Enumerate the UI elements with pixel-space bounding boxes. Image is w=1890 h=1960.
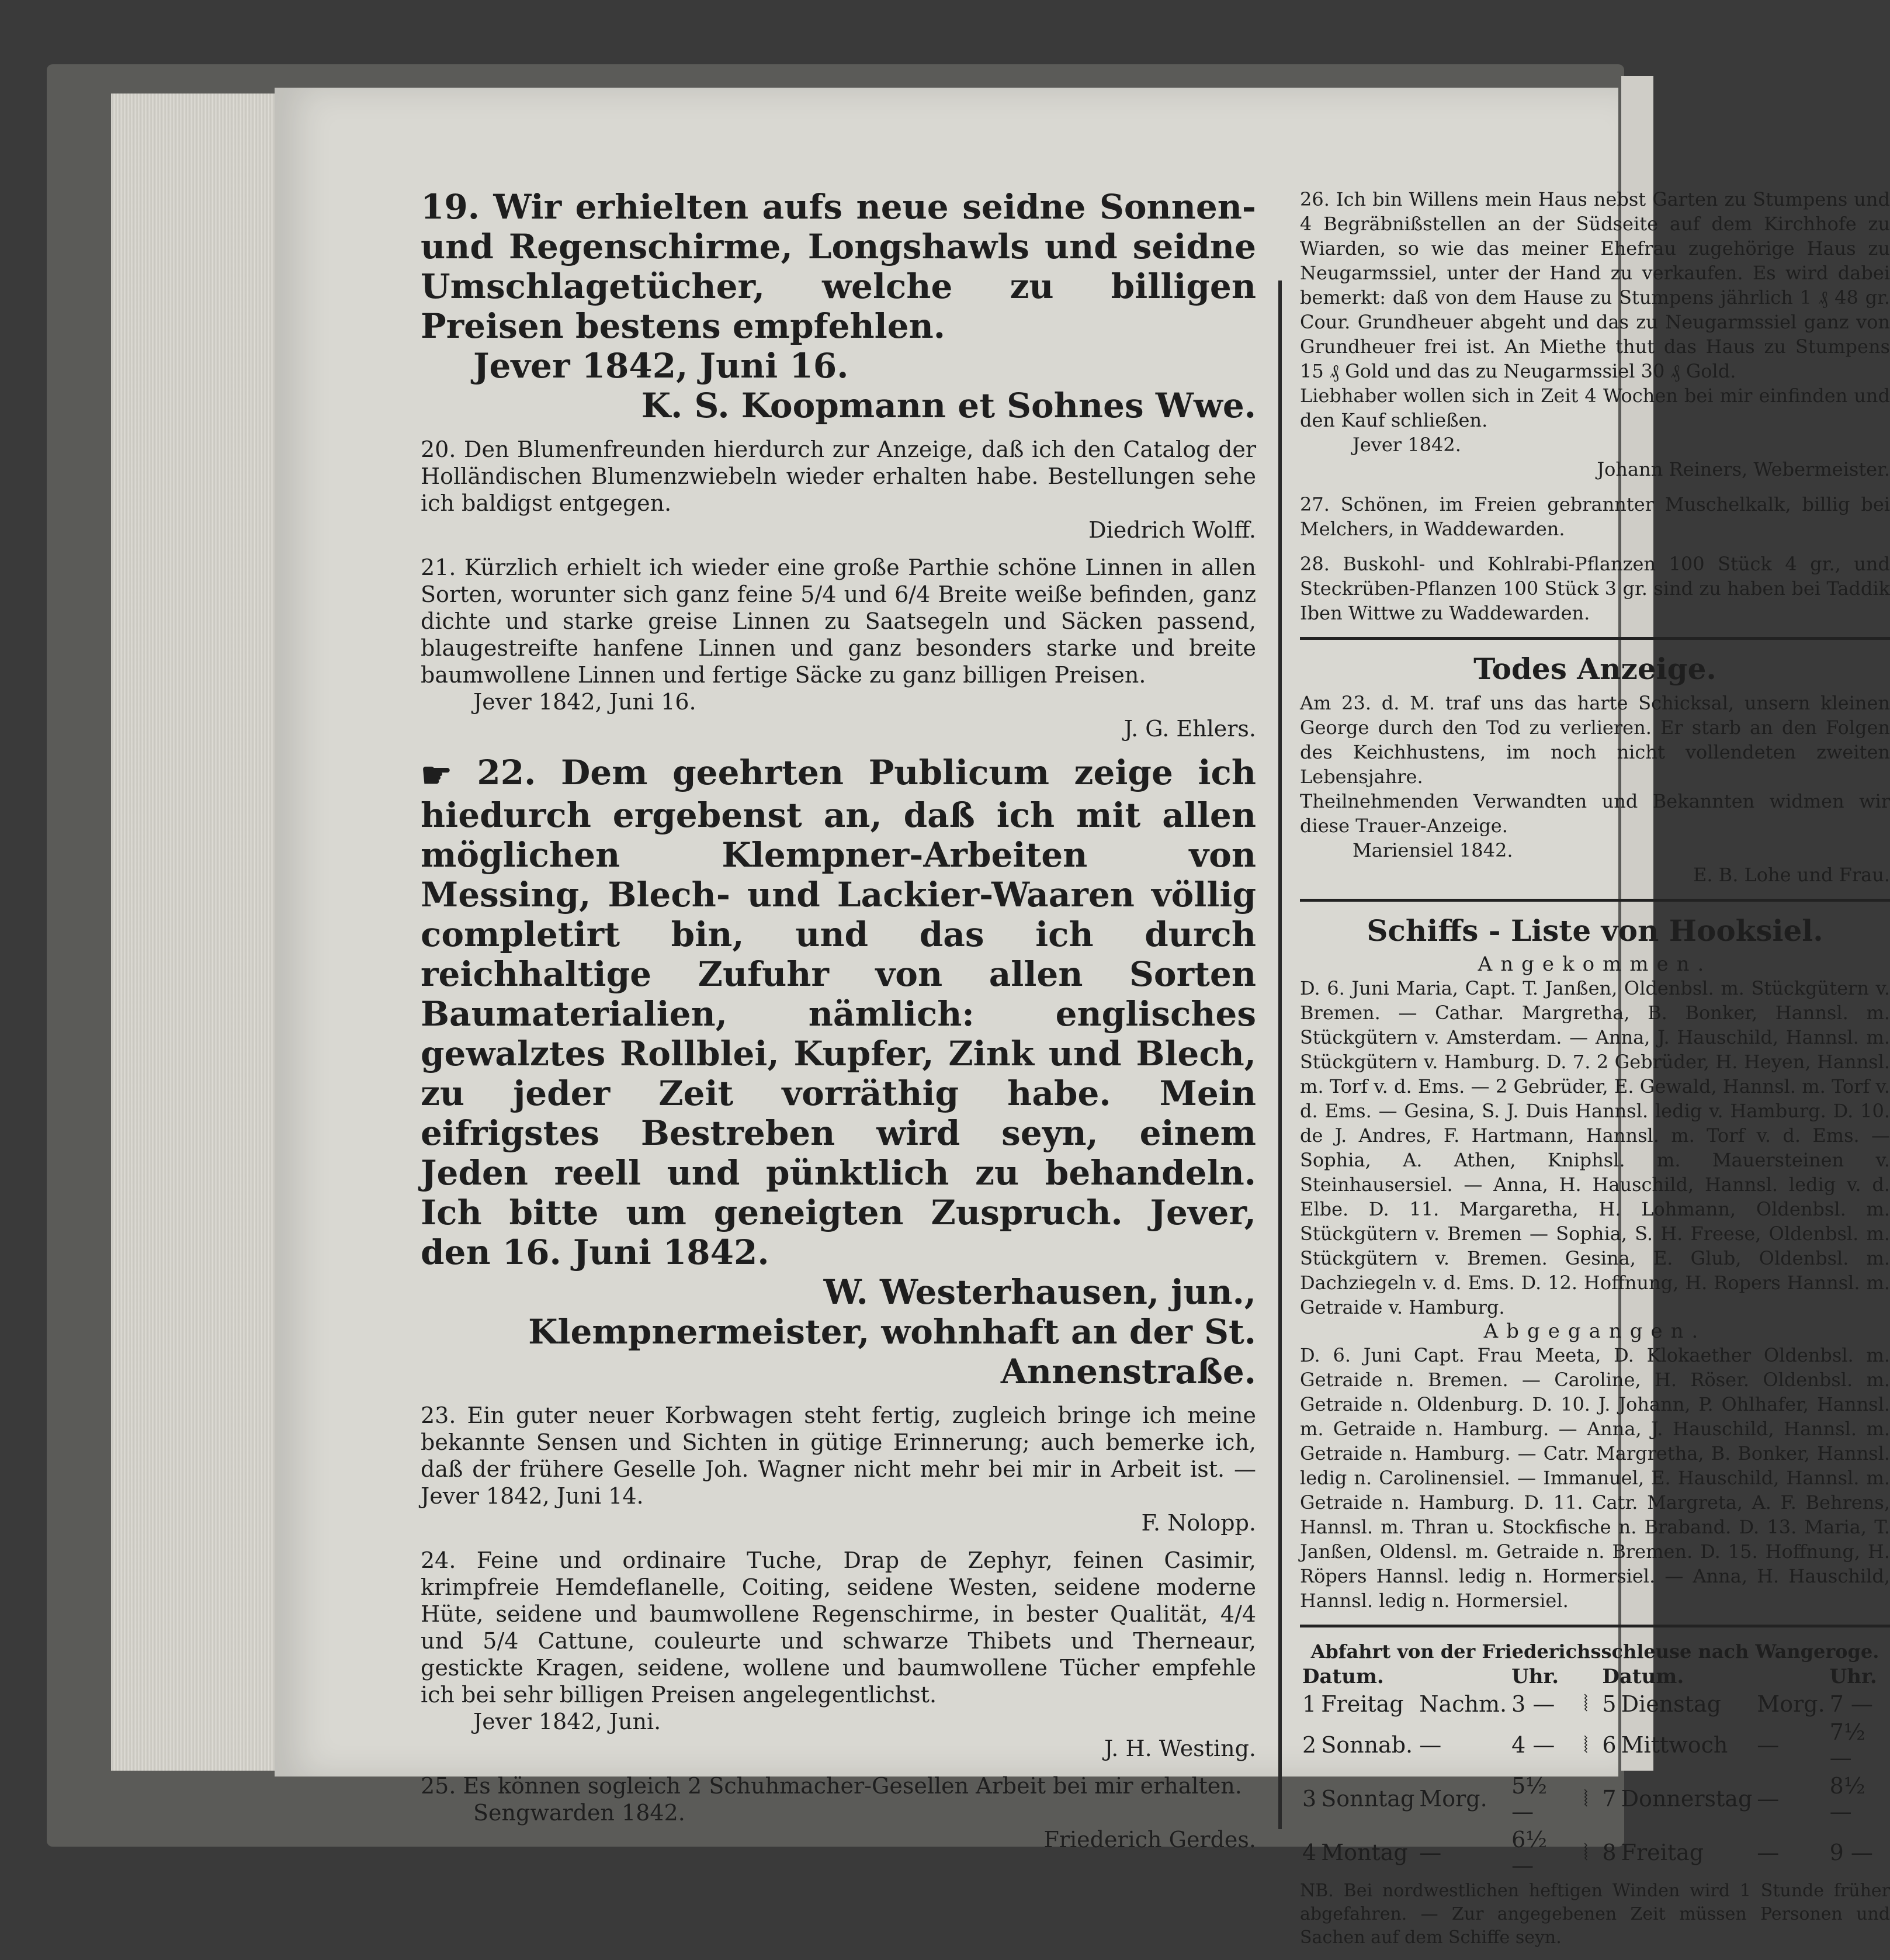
ad-24 — [421, 1547, 1256, 1762]
col-header-time: Uhr. — [1829, 1665, 1877, 1688]
col-header-time: Uhr. — [1511, 1665, 1559, 1688]
ad-25-signature: Friederich Gerdes. — [1043, 1827, 1256, 1852]
table-row: 2 Sonnab. — 4 — ⦚ 6 Mittwoch — 7½ — — [1302, 1719, 1865, 1771]
ad-25-date: Sengwarden 1842. — [473, 1800, 685, 1826]
ad-22-signature: W. Westerhausen, jun., — [823, 1272, 1256, 1312]
table-row: 3 Sonntag Morg. 5½ — ⦚ 7 Donnerstag — 8½ — — [1302, 1773, 1865, 1824]
ad-24-text: 24. Feine und ordinaire Tuche, Drap de Zephyr, feinen Casimir, krimpfreie Hemdeflanelle, Coiting, seidene Westen, seidene moderne Hüte, seidene und baumwollene Regenschirme, in bester Qualität, 4/4 und 5/4 Cattune, couleurte und schwarze Thibets und Therneaur, gestickte Kragen, seidene, wollene und baumwollene Tücher empfehle ich bei sehr billigen Preisen angelegentlichst. — [421, 1547, 1256, 1708]
ferry-schedule-heading: Abfahrt von der Friederichsschleuse nach Wangeroge. — [1310, 1640, 1879, 1663]
col-header-date: Datum. — [1302, 1665, 1384, 1688]
divider-rule — [1300, 1625, 1890, 1627]
ad-26-date: Jever 1842. — [1353, 434, 1461, 456]
ad-27-text: 27. Schönen, im Freien gebrannter Muschelkalk, billig bei Melchers, in Waddewarden. — [1300, 493, 1890, 540]
ferry-schedule-note: NB. Bei nordwestlichen heftigen Winden wird 1 Stunde früher abgefahren. — Zur angegebenen Zeit müssen Personen und Sachen auf dem Schiffe seyn. — [1300, 1881, 1890, 1948]
ad-26-text2: Liebhaber wollen sich in Zeit 4 Wochen bei mir einfinden und den Kauf schließen. — [1300, 385, 1890, 431]
table-row: 1 Freitag Nachm. 3 — ⦚ 5 Dienstag Morg. 7 — — [1300, 1689, 1890, 1718]
table-row: 4 Montag — 6½ — ⦚ 8 Freitag — 9 — — [1302, 1827, 1873, 1878]
newspaper-page — [275, 88, 1890, 1948]
ad-19-text: 19. Wir erhielten aufs neue seidne Sonnen- und Regenschirme, Longshawls und seidne Umschlagetücher, welche zu billigen Preisen bestens empfehlen. — [421, 187, 1256, 346]
ad-26-text: 26. Ich bin Willens mein Haus nebst Garten zu Stumpens und 4 Begräbnißstellen an der Südseite auf dem Kirchhofe zu Wiarden, so wie das meiner Ehefrau zugehörige Haus zu Neugarmssiel, unter der Hand zu verkaufen. Es wird dabei bemerkt: daß von dem Hause zu Stumpens jährlich 1 ₰ 48 gr. Cour. Grundheuer abgeht und das zu Neugarmssiel ganz von Grundheuer frei ist. An Miethe thut das Haus zu Stumpens 15 ₰ Gold und das zu Neugarmssiel 30 ₰ Gold. — [1300, 188, 1890, 382]
ad-22 — [421, 753, 1256, 1391]
ad-25 — [421, 1772, 1256, 1853]
brace-icon: ⦚ — [1583, 1785, 1589, 1812]
ad-23-signature: F. Nolopp. — [1141, 1510, 1256, 1536]
col-header-date: Datum. — [1602, 1665, 1684, 1688]
ad-21-text: 21. Kürzlich erhielt ich wieder eine große Parthie schöne Linnen in allen Sorten, worunter sich ganz feine 5/4 und 6/4 Breite weiße befinden, ganz dichte und starke greise Linnen zu Saatsegeln und Säcken passend, blaugestreifte hanfene Linnen und ganz besonders starke und breite baumwollene Linnen und fertige Säcke zu ganz billigen Preisen. — [421, 555, 1256, 688]
left-column — [421, 187, 1256, 1864]
pointing-hand-icon: ☛ — [421, 755, 452, 796]
death-notice-signature: E. B. Lohe und Frau. — [1693, 864, 1890, 886]
ad-20 — [421, 436, 1256, 543]
ad-23-text: 23. Ein guter neuer Korbwagen steht fertig, zugleich bringe ich meine bekannte Sensen und Sichten in gütige Erinnerung; auch bemerke ich, daß der frühere Geselle Joh. Wagner nicht mehr bei mir in Arbeit ist. — Jever 1842, Juni 14. — [421, 1403, 1256, 1509]
divider-rule — [1300, 637, 1890, 640]
ad-26 — [1300, 187, 1890, 482]
ship-list-departed-label: Abgegangen. — [1483, 1320, 1707, 1343]
page-edges — [111, 94, 282, 1771]
ad-22-signature-title: Klempnermeister, wohnhaft an der St. Annenstraße. — [528, 1312, 1256, 1391]
ad-20-signature: Diedrich Wolff. — [1088, 517, 1256, 543]
death-notice-date: Mariensiel 1842. — [1353, 839, 1513, 861]
death-notice-text: Am 23. d. M. traf uns das harte Schicksal, unsern kleinen George durch den Tod zu verlieren. Er starb an den Folgen des Keichhustens, im noch nicht vollendeten zweiten Lebensjahre. — [1300, 692, 1890, 788]
death-notice-text2: Theilnehmenden Verwandten und Bekannten widmen wir diese Trauer-Anzeige. — [1300, 790, 1890, 837]
ad-21-signature: J. G. Ehlers. — [1123, 716, 1256, 742]
ad-19 — [421, 187, 1256, 425]
ship-list-departed: D. 6. Juni Capt. Frau Meeta, D. Klokaether Oldenbsl. m. Getraide n. Bremen. — Caroline, H. Röser. Oldenbsl. m. Getraide n. Oldenburg. D. 10. J. Johann, P. Ohlhafer, Hannsl. m. Getraide n. Hamburg. — Anna, J. Hauschild, Hannsl. m. Getraide n. Hamburg. — Catr. Margretha, B. Bonker, Hannsl. ledig n. Carolinensiel. — Immanuel, E. Hauschild, Hannsl. m. Getraide n. Hamburg. D. 11. Catr. Margreta, A. F. Behrens, Hannsl. m. Thran u. Stockfische n. Braband. D. 13. Maria, T. Janßen, Oldensl. m. Getraide n. Bremen. D. 15. Hoffnung, H. Röpers Hannsl. ledig n. Hormersiel. — Anna, H. Hauschild, Hannsl. ledig n. Hormersiel. — [1300, 1344, 1890, 1612]
ship-list-arrived-label: Angekommen. — [1478, 953, 1712, 976]
death-notice — [1300, 652, 1890, 887]
ship-list-arrived: D. 6. Juni Maria, Capt. T. Janßen, Oldenbsl. m. Stückgütern v. Bremen. — Cathar. Margretha, B. Bonker, Hannsl. m. Stückgütern v. Amsterdam. — Anna, J. Hauschild, Hannsl. m. Stückgütern v. Hamburg. D. 7. 2 Gebrüder, H. Heyen, Hannsl. m. Torf v. d. Ems. — 2 Gebrüder, E. Gewald, Hannsl. m. Torf v. d. Ems. — Gesina, S. J. Duis Hannsl. ledig v. Hamburg. D. 10. de J. Andres, F. Hartmann, Hannsl. m. Torf v. d. Ems. — Sophia, A. Athen, Kniphsl. m. Mauersteinen v. Steinhausersiel. — Anna, H. Hauschild, Hannsl. ledig v. d. Elbe. D. 11. Margaretha, H. Lohmann, Oldenbsl. m. Stückgütern v. Bremen — Sophia, S. H. Freese, Oldenbsl. m. Stückgütern v. Bremen. Gesina, E. Glub, Oldenbsl. m. Dachziegeln v. d. Ems. D. 12. Hoffnung, H. Ropers Hannsl. m. Getraide v. Hamburg. — [1300, 977, 1890, 1318]
death-notice-heading: Todes Anzeige. — [1473, 652, 1716, 686]
ad-21-date: Jever 1842, Juni 16. — [473, 689, 696, 715]
brace-icon: ⦚ — [1583, 1691, 1589, 1716]
ad-22-text: 22. Dem geehrten Publicum zeige ich hiedurch ergebenst an, daß ich mit allen möglichen Klempner-Arbeiten von Messing, Blech- und Lackier-Waaren völlig completirt bin, und das ich durch reichhaltige Zufuhr von allen Sorten Baumaterialien, nämlich: englisches gewalztes Rollblei, Kupfer, Zink und Blech, zu jeder Zeit vorräthig habe. Mein eifrigstes Bestreben wird seyn, einem Jeden reell und pünktlich zu behandeln. Ich bitte um geneigten Zuspruch. Jever, den 16. Juni 1842. — [421, 753, 1257, 1272]
brace-icon: ⦚ — [1583, 1732, 1589, 1758]
ad-25-text: 25. Es können sogleich 2 Schuhmacher-Gesellen Arbeit bei mir erhalten. — [421, 1773, 1242, 1799]
ad-19-signature: K. S. Koopmann et Sohnes Wwe. — [641, 386, 1256, 425]
ad-24-date: Jever 1842, Juni. — [473, 1709, 661, 1734]
divider-rule — [1300, 899, 1890, 902]
ad-28 — [1300, 552, 1890, 625]
right-column — [1300, 187, 1890, 1960]
ferry-schedule-table — [1300, 1664, 1890, 1879]
ad-24-signature: J. H. Westing. — [1104, 1736, 1256, 1761]
ad-19-date: Jever 1842, Juni 16. — [473, 346, 849, 386]
ad-28-text: 28. Buskohl- und Kohlrabi-Pflanzen 100 Stück 4 gr., und Steckrüben-Pflanzen 100 Stück 3 gr. sind zu haben bei Taddik Iben Wittwe zu Waddewarden. — [1300, 553, 1890, 624]
ship-list-heading: Schiffs - Liste von Hooksiel. — [1367, 913, 1823, 948]
brace-icon: ⦚ — [1583, 1839, 1589, 1865]
ad-26-signature: Johann Reiners, Webermeister. — [1597, 458, 1890, 480]
ad-21 — [421, 554, 1256, 742]
ferry-schedule — [1300, 1639, 1890, 1949]
column-divider — [1278, 281, 1282, 1829]
ship-list — [1300, 913, 1890, 1613]
ad-20-text: 20. Den Blumenfreunden hierdurch zur Anzeige, daß ich den Catalog der Holländischen Blumenzwiebeln wieder erhalten habe. Bestellungen sehe ich baldigst entgegen. — [421, 437, 1256, 516]
ad-27 — [1300, 492, 1890, 541]
ad-23 — [421, 1402, 1256, 1536]
